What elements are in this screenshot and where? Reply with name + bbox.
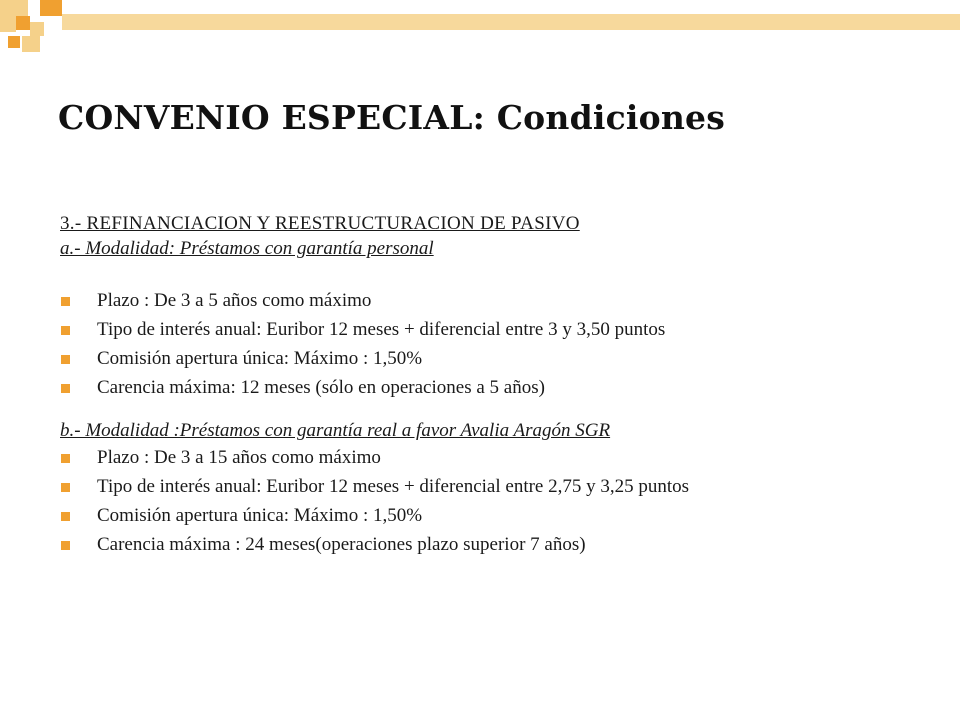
list-item <box>60 501 920 530</box>
slide-body <box>60 211 920 559</box>
list-item-text: Tipo de interés anual: Euribor 12 meses + diferencial entre 3 y 3,50 puntos <box>97 319 666 340</box>
list-item-text: Plazo : De 3 a 5 años como máximo <box>97 290 372 311</box>
list-item <box>60 443 920 472</box>
square-bullet-icon <box>61 454 70 463</box>
section-heading: 3.- REFINANCIACION Y REESTRUCTURACION DE PASIVO <box>60 213 580 234</box>
corner-decoration-square <box>40 0 62 16</box>
list-item <box>60 344 920 373</box>
square-bullet-icon <box>61 297 70 306</box>
list-item-text: Carencia máxima : 24 meses(operaciones plazo superior 7 años) <box>97 534 586 555</box>
corner-decoration-square <box>16 16 30 30</box>
corner-decoration-square <box>0 16 16 32</box>
list-item-text: Comisión apertura única: Máximo : 1,50% <box>97 505 423 526</box>
corner-decoration-square <box>0 0 28 16</box>
square-bullet-icon <box>61 326 70 335</box>
list-item <box>60 530 920 559</box>
list-item <box>60 315 920 344</box>
modality-b-heading: b.- Modalidad :Préstamos con garantía real a favor Avalia Aragón SGR <box>60 420 611 441</box>
list-item-text: Plazo : De 3 a 15 años como máximo <box>97 447 381 468</box>
square-bullet-icon <box>61 541 70 550</box>
square-bullet-icon <box>61 483 70 492</box>
square-bullet-icon <box>61 512 70 521</box>
top-decorative-bar <box>62 14 960 30</box>
corner-decoration-square <box>30 22 44 36</box>
corner-decoration-square <box>22 36 40 52</box>
modality-a-list <box>60 286 920 402</box>
list-item <box>60 286 920 315</box>
list-item-text: Carencia máxima: 12 meses (sólo en operaciones a 5 años) <box>97 377 545 398</box>
list-item <box>60 472 920 501</box>
square-bullet-icon <box>61 355 70 364</box>
slide-title: CONVENIO ESPECIAL: Condiciones <box>58 98 725 137</box>
modality-b-list <box>60 443 920 559</box>
list-item-text: Tipo de interés anual: Euribor 12 meses + diferencial entre 2,75 y 3,25 puntos <box>97 476 690 497</box>
list-item-text: Comisión apertura única: Máximo : 1,50% <box>97 348 423 369</box>
corner-decoration-square <box>8 36 20 48</box>
list-item <box>60 373 920 402</box>
modality-a-heading: a.- Modalidad: Préstamos con garantía personal <box>60 238 434 259</box>
square-bullet-icon <box>61 384 70 393</box>
